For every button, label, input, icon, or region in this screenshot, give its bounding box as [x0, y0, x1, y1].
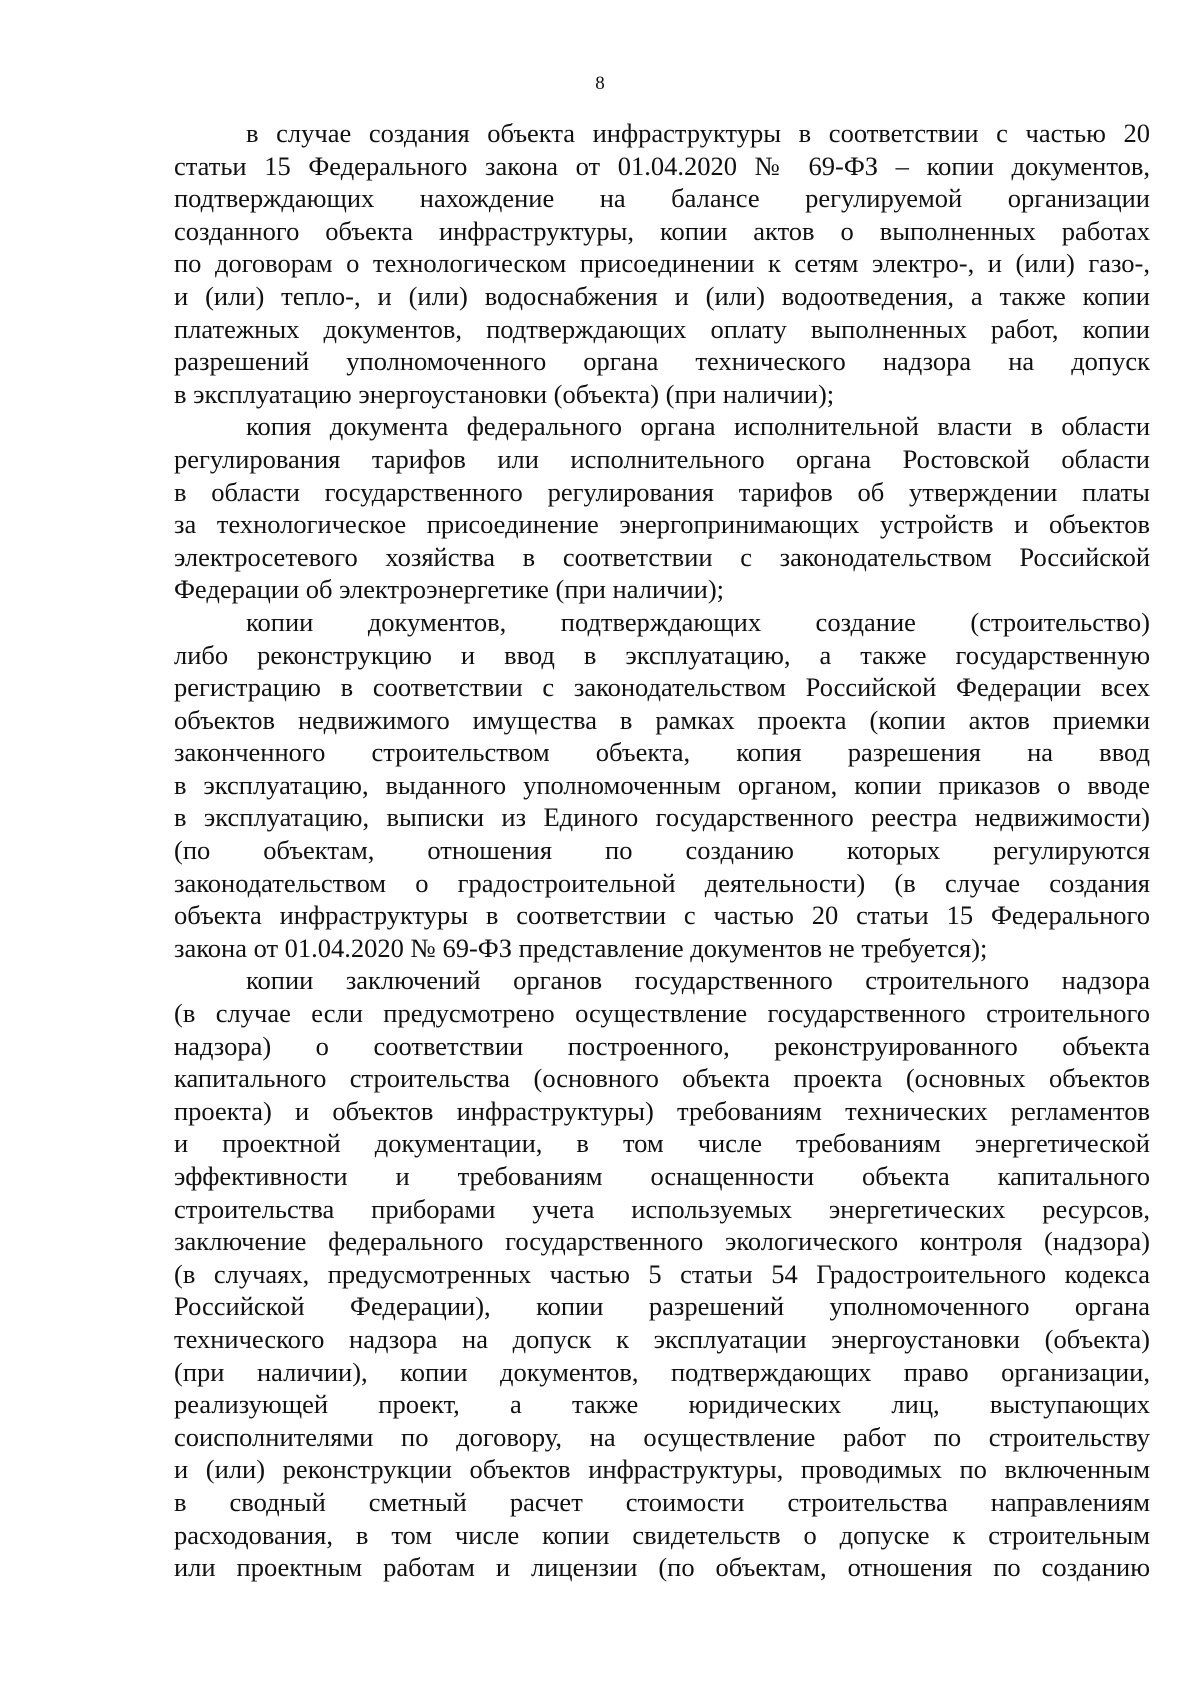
paragraph-line: в области государственного регулирования тарифов об утверждении платы: [174, 476, 1150, 507]
paragraph-line: копии заключений органов государственного строительного надзора: [246, 965, 1150, 996]
paragraph-line: эффективности и требованиям оснащенности объекта капитального: [174, 1161, 1150, 1191]
page-number: 8: [595, 73, 605, 94]
paragraph-line: Федерации об электроэнергетике (при наличии);: [174, 574, 725, 605]
paragraph-line: расходования, в том числе копии свидетельств о допуске к строительным: [174, 1519, 1150, 1550]
paragraph-line: технического надзора на допуск к эксплуатации энергоустановки (объекта): [174, 1323, 1150, 1354]
paragraph-line: электросетевого хозяйства в соответствии с законодательством Российской: [174, 541, 1150, 572]
paragraph-line: подтверждающих нахождение на балансе регулируемой организации: [174, 183, 1150, 214]
paragraph-line: в эксплуатацию энергоустановки (объекта) (при наличии);: [174, 378, 835, 409]
paragraph-line: (в случае если предусмотрено осуществление государственного строительного: [174, 998, 1150, 1029]
paragraph-line: копии документов, подтверждающих создание (строительство): [246, 606, 1150, 637]
paragraph-line: и (или) реконструкции объектов инфраструктуры, проводимых по включенным: [174, 1454, 1150, 1485]
paragraph-line: статьи 15 Федерального закона от 01.04.2020 № 69-ФЗ – копии документов,: [174, 150, 1150, 181]
paragraph-line: капитального строительства (основного объекта проекта (основных объектов: [174, 1063, 1150, 1094]
paragraph-line: объектов недвижимого имущества в рамках проекта (копии актов приемки: [174, 704, 1150, 735]
paragraph-line: или проектным работам и лицензии (по объектам, отношения по созданию: [174, 1552, 1150, 1583]
paragraph-line: в эксплуатацию, выданного уполномоченным органом, копии приказов о вводе: [174, 769, 1150, 800]
paragraph-line: законодательством о градостроительной деятельности) (в случае создания: [174, 867, 1150, 898]
paragraph: [174, 117, 1150, 410]
paragraph-line: за технологическое присоединение энергопринимающих устройств и объектов: [174, 509, 1150, 540]
paragraph-line: объекта инфраструктуры в соответствии с частью 20 статьи 15 Федерального: [174, 900, 1150, 931]
paragraph: [174, 964, 1150, 1583]
paragraph-line: проекта) и объектов инфраструктуры) требованиям технических регламентов: [174, 1095, 1150, 1126]
paragraph-line: по договорам о технологическом присоединении к сетям электро-, и (или) газо-,: [174, 248, 1150, 279]
paragraph-line: законченного строительством объекта, копия разрешения на ввод: [174, 737, 1150, 768]
paragraph-line: в эксплуатацию, выписки из Единого государственного реестра недвижимости): [174, 802, 1150, 833]
paragraph-line: созданного объекта инфраструктуры, копии актов о выполненных работах: [174, 215, 1150, 246]
paragraph-line: копия документа федерального органа исполнительной власти в области: [246, 411, 1150, 442]
paragraph-line: (при наличии), копии документов, подтверждающих право организации,: [174, 1356, 1150, 1387]
paragraph-line: (в случаях, предусмотренных частью 5 статьи 54 Градостроительного кодекса: [174, 1258, 1150, 1289]
paragraph: [174, 606, 1150, 965]
paragraph-line: платежных документов, подтверждающих оплату выполненных работ, копии: [174, 313, 1150, 344]
paragraph-line: и проектной документации, в том числе требованиям энергетической: [174, 1128, 1150, 1159]
document-body: [174, 117, 1150, 1584]
paragraph-line: (по объектам, отношения по созданию которых регулируются: [174, 835, 1150, 866]
paragraph-line: надзора) о соответствии построенного, реконструированного объекта: [174, 1030, 1150, 1061]
paragraph-line: реализующей проект, а также юридических лиц, выступающих: [174, 1389, 1150, 1420]
paragraph-line: соисполнителями по договору, на осуществление работ по строительству: [174, 1421, 1150, 1452]
paragraph: [174, 410, 1150, 606]
paragraph-line: в случае создания объекта инфраструктуры в соответствии с частью 20: [246, 118, 1150, 148]
paragraph-line: регистрацию в соответствии с законодательством Российской Федерации всех: [174, 672, 1150, 703]
paragraph-line: строительства приборами учета используемых энергетических ресурсов,: [174, 1193, 1150, 1224]
paragraph-line: в сводный сметный расчет стоимости строительства направлениям: [174, 1486, 1150, 1517]
paragraph-line: Российской Федерации), копии разрешений уполномоченного органа: [174, 1291, 1150, 1322]
paragraph-line: регулирования тарифов или исполнительного органа Ростовской области: [174, 443, 1150, 474]
paragraph-line: и (или) тепло-, и (или) водоснабжения и (или) водоотведения, а также копии: [174, 280, 1150, 311]
paragraph-line: либо реконструкцию и ввод в эксплуатацию, а также государственную: [174, 639, 1150, 670]
paragraph-line: заключение федерального государственного экологического контроля (надзора): [174, 1226, 1150, 1257]
paragraph-line: закона от 01.04.2020 № 69-ФЗ представление документов не требуется);: [174, 932, 988, 963]
paragraph-line: разрешений уполномоченного органа технического надзора на допуск: [174, 346, 1150, 377]
